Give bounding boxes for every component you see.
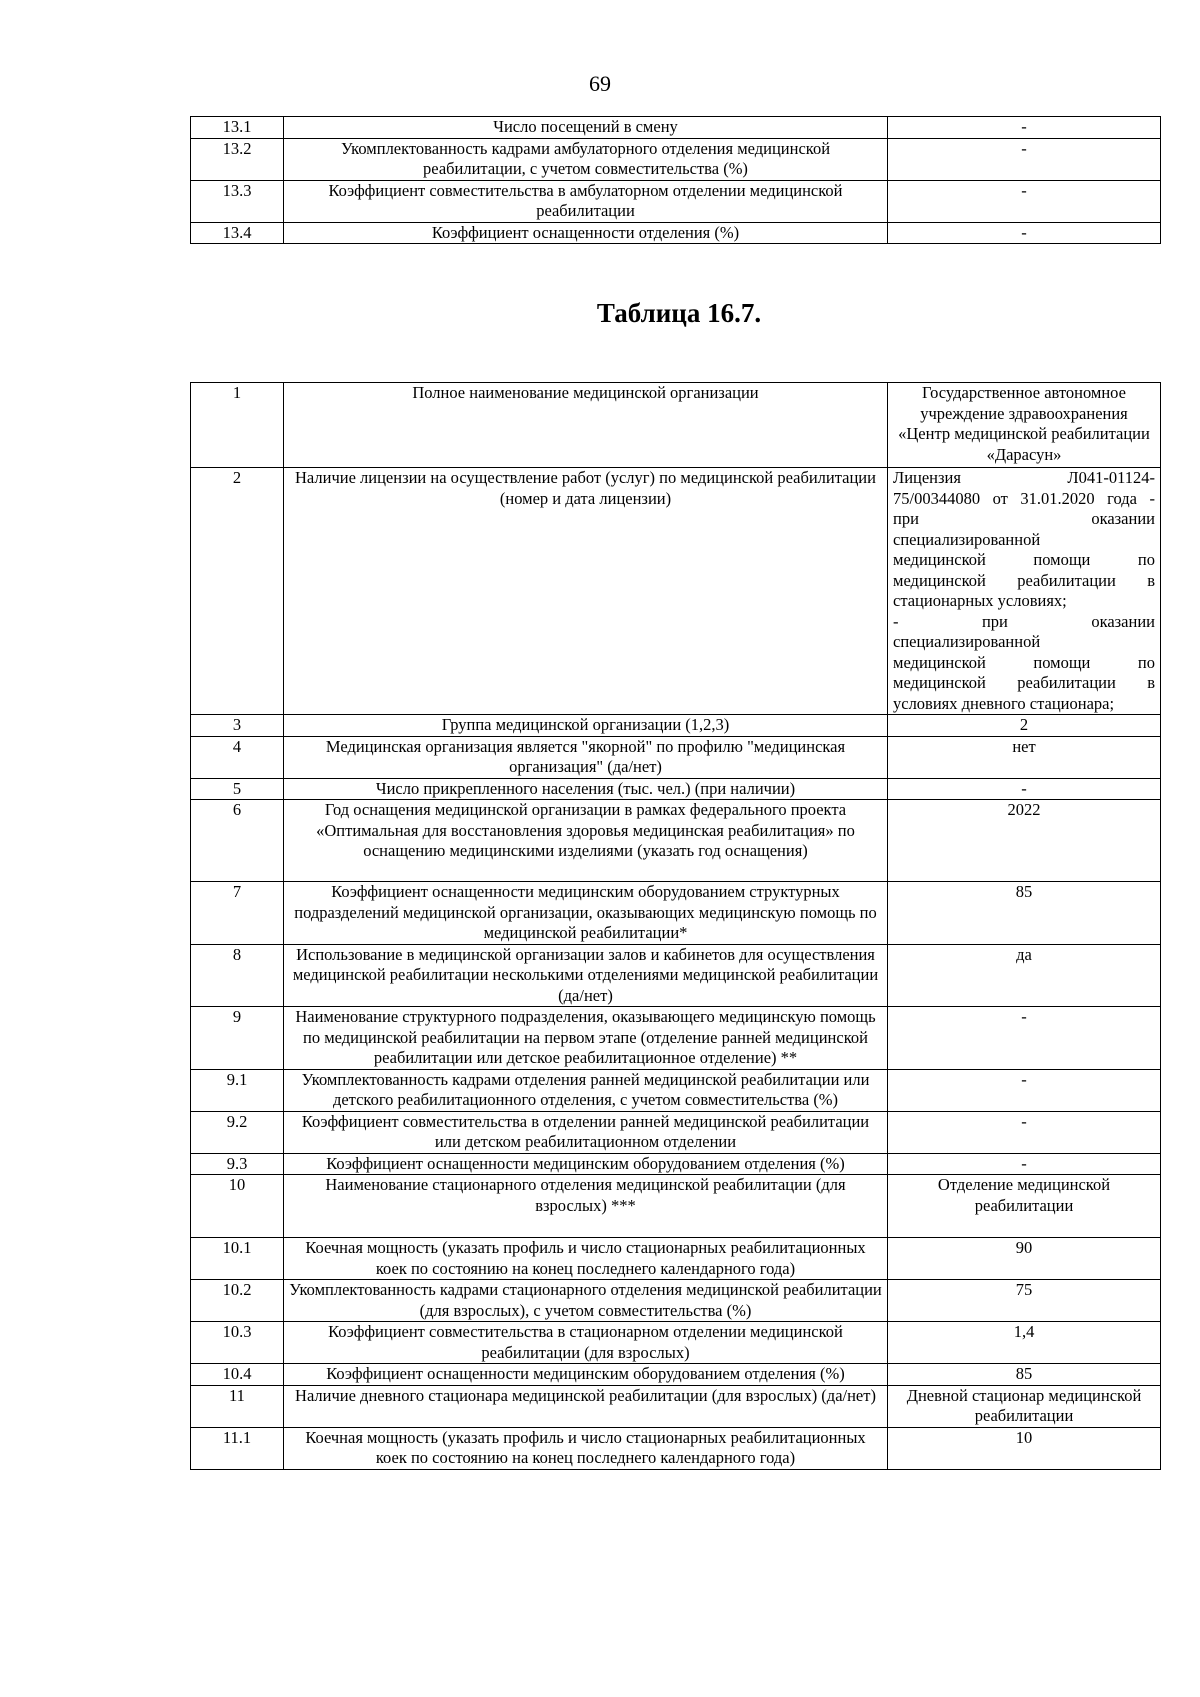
row-value: да	[888, 944, 1161, 1007]
table-row	[191, 1385, 1161, 1427]
row-description: Использование в медицинской организации залов и кабинетов для осуществления медицинской реабилитации несколькими отделениями медицинской реабилитации (да/нет)	[284, 944, 888, 1007]
table-row	[191, 1322, 1161, 1364]
table-row	[191, 1175, 1161, 1238]
table-row	[191, 800, 1161, 882]
license-line: медицинской реабилитации в	[893, 673, 1155, 692]
row-number: 4	[191, 736, 284, 778]
license-line: медицинской помощи по	[893, 550, 1155, 569]
license-value	[888, 468, 1161, 715]
row-number: 13.3	[191, 180, 284, 222]
row-description: Наличие лицензии на осуществление работ (услуг) по медицинской реабилитации (номер и дата лицензии)	[284, 468, 888, 715]
row-description: Коэффициент совместительства в отделении ранней медицинской реабилитации или детском реабилитационном отделении	[284, 1111, 888, 1153]
row-value: 90	[888, 1238, 1161, 1280]
row-description: Наименование стационарного отделения медицинской реабилитации (для взрослых) ***	[284, 1175, 888, 1238]
table-row	[191, 138, 1161, 180]
table-row	[191, 778, 1161, 800]
row-value: -	[888, 1069, 1161, 1111]
row-number: 9.2	[191, 1111, 284, 1153]
row-number: 13.1	[191, 117, 284, 139]
row-description: Наличие дневного стационара медицинской реабилитации (для взрослых) (да/нет)	[284, 1385, 888, 1427]
row-value: -	[888, 1153, 1161, 1175]
row-description: Медицинская организация является "якорной" по профилю "медицинская организация" (да/нет)	[284, 736, 888, 778]
row-number: 10.1	[191, 1238, 284, 1280]
row-number: 13.4	[191, 222, 284, 244]
row-number: 13.2	[191, 138, 284, 180]
row-number: 9	[191, 1007, 284, 1070]
table-row	[191, 1238, 1161, 1280]
row-value: 1,4	[888, 1322, 1161, 1364]
row-number: 10	[191, 1175, 284, 1238]
row-description: Число посещений в смену	[284, 117, 888, 139]
row-description: Коэффициент совместительства в стационарном отделении медицинской реабилитации (для взрослых)	[284, 1322, 888, 1364]
row-number: 6	[191, 800, 284, 882]
license-line: при оказании	[893, 509, 1155, 528]
license-line: медицинской реабилитации в	[893, 570, 1155, 590]
row-number: 9.3	[191, 1153, 284, 1175]
row-value: -	[888, 1111, 1161, 1153]
row-value: Отделение медицинской реабилитации	[888, 1175, 1161, 1238]
table-row	[191, 1007, 1161, 1070]
row-value: -	[888, 222, 1161, 244]
row-description: Коэффициент оснащенности медицинским оборудованием структурных подразделений медицинской организации, оказывающих медицинскую помощь по медицинской реабилитации*	[284, 882, 888, 945]
row-description: Коэффициент совместительства в амбулаторном отделении медицинской реабилитации	[284, 180, 888, 222]
row-value: 10	[888, 1427, 1161, 1469]
table-row	[191, 1111, 1161, 1153]
row-description: Число прикрепленного населения (тыс. чел.) (при наличии)	[284, 778, 888, 800]
row-number: 5	[191, 778, 284, 800]
license-line: стационарных условиях;	[893, 591, 1067, 610]
row-description: Год оснащения медицинской организации в рамках федерального проекта «Оптимальная для восстановления здоровья медицинская реабилитация» по оснащению медицинскими изделиями (указать год оснащения)	[284, 800, 888, 882]
row-value: Государственное автономное учреждение здравоохранения «Центр медицинской реабилитации «Дарасун»	[888, 383, 1161, 468]
row-description: Коэффициент оснащенности отделения (%)	[284, 222, 888, 244]
row-description: Коэффициент оснащенности медицинским оборудованием отделения (%)	[284, 1364, 888, 1386]
continuation-table	[190, 116, 1161, 244]
license-line: специализированной	[893, 529, 1041, 549]
table-row	[191, 1069, 1161, 1111]
row-description: Полное наименование медицинской организации	[284, 383, 888, 468]
table-row	[191, 383, 1161, 468]
table-row	[191, 736, 1161, 778]
table-row	[191, 715, 1161, 737]
row-number: 10.4	[191, 1364, 284, 1386]
row-number: 10.3	[191, 1322, 284, 1364]
row-value: 2022	[888, 800, 1161, 882]
row-description: Коечная мощность (указать профиль и число стационарных реабилитационных коек по состоянию на конец последнего календарного года)	[284, 1427, 888, 1469]
row-number: 1	[191, 383, 284, 468]
row-value: -	[888, 117, 1161, 139]
row-number: 3	[191, 715, 284, 737]
row-description: Наименование структурного подразделения, оказывающего медицинскую помощь по медицинской реабилитации на первом этапе (отделение ранней медицинской реабилитации или детское реабилитационное отделение) **	[284, 1007, 888, 1070]
license-line: Лицензия Л041-01124-	[893, 468, 1155, 487]
row-value: -	[888, 1007, 1161, 1070]
row-description: Укомплектованность кадрами амбулаторного отделения медицинской реабилитации, с учетом совместительства (%)	[284, 138, 888, 180]
table-row	[191, 1280, 1161, 1322]
row-number: 2	[191, 468, 284, 715]
organization-table	[190, 382, 1161, 1470]
row-number: 9.1	[191, 1069, 284, 1111]
table-row	[191, 180, 1161, 222]
row-number: 11.1	[191, 1427, 284, 1469]
row-value: -	[888, 138, 1161, 180]
table-row	[191, 882, 1161, 945]
row-value: 85	[888, 1364, 1161, 1386]
row-description: Укомплектованность кадрами стационарного отделения медицинской реабилитации (для взрослых), с учетом совместительства (%)	[284, 1280, 888, 1322]
row-value: -	[888, 180, 1161, 222]
row-number: 7	[191, 882, 284, 945]
row-value: нет	[888, 736, 1161, 778]
table-row	[191, 468, 1161, 715]
table-row	[191, 1153, 1161, 1175]
row-number: 10.2	[191, 1280, 284, 1322]
license-line: специализированной	[893, 632, 1041, 651]
row-value: 2	[888, 715, 1161, 737]
row-description: Укомплектованность кадрами отделения ранней медицинской реабилитации или детского реабилитационного отделения, с учетом совместительства (%)	[284, 1069, 888, 1111]
table-row	[191, 117, 1161, 139]
license-line: условиях дневного стационара;	[893, 693, 1115, 713]
row-value: 85	[888, 882, 1161, 945]
table-row	[191, 1427, 1161, 1469]
row-description: Коечная мощность (указать профиль и число стационарных реабилитационных коек по состоянию на конец последнего календарного года)	[284, 1238, 888, 1280]
license-line: 75/00344080 от 31.01.2020 года -	[893, 488, 1155, 508]
license-line: медицинской помощи по	[893, 652, 1155, 672]
table-row	[191, 222, 1161, 244]
row-description: Группа медицинской организации (1,2,3)	[284, 715, 888, 737]
row-description: Коэффициент оснащенности медицинским оборудованием отделения (%)	[284, 1153, 888, 1175]
row-number: 11	[191, 1385, 284, 1427]
license-line: - при оказании	[893, 611, 1155, 631]
table-row	[191, 1364, 1161, 1386]
table-title: Таблица 16.7.	[596, 298, 762, 328]
row-value: -	[888, 778, 1161, 800]
table-row	[191, 944, 1161, 1007]
row-value: Дневной стационар медицинской реабилитации	[888, 1385, 1161, 1427]
row-value: 75	[888, 1280, 1161, 1322]
page-number: 69	[589, 71, 611, 96]
row-number: 8	[191, 944, 284, 1007]
